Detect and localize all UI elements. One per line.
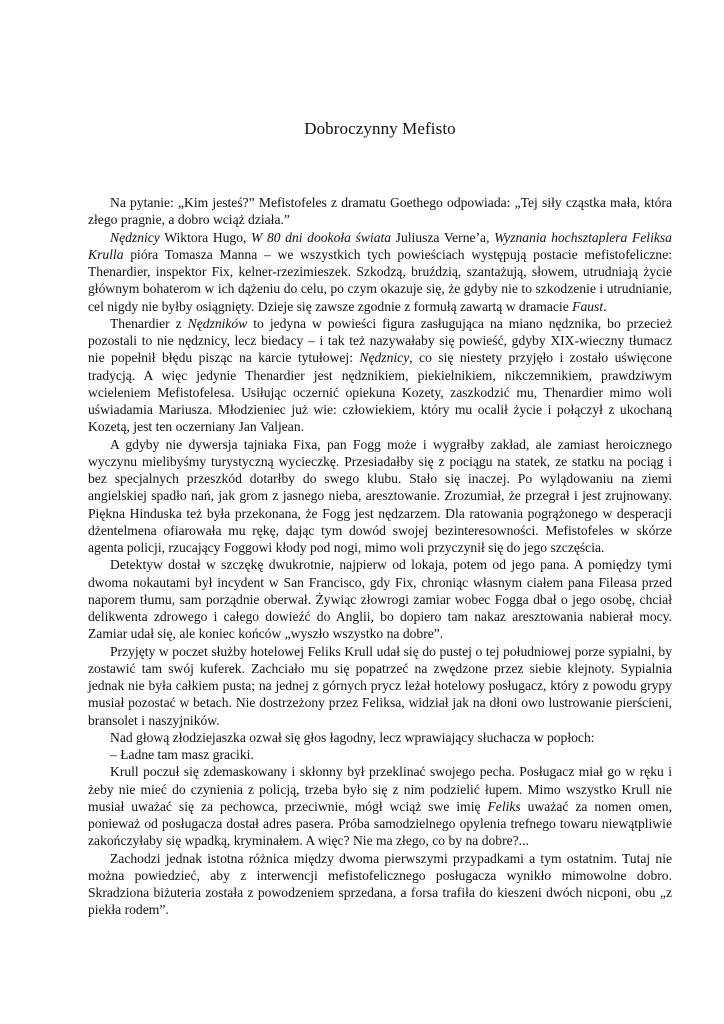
paragraph-text: to jedyna w powieści figura zasługująca na miano nędznika, bo przecież pozostali to nie nędznicy, lecz biedacy – i tak też nazywałaby się powieść, gdyby XIX-wieczny tłumacz nie popełnił błędu pisząc na karcie tytułowej: <box>88 315 672 366</box>
paragraph-text: Przyjęty w poczet służby hotelowej Feliks Krull udał się do pustej o tej południowej porze sypialni, by zostawić tam swój kuferek. Zachciało mu się popatrzeć na zwędzone przez siebie klejnoty. Sypialnia jednak nie była całkiem pusta; na jednej z górnych prycz leżał hotelowy posługacz, który z powodu grypy musiał pozostać w betach. Nie dostrzeżony przez Feliksa, widział jak na dłoni owo lustrowanie pierścieni, bransolet i naszyjników. <box>88 643 672 728</box>
paragraph-text: Zachodzi jednak istotna różnica między dwoma pierwszymi przypadkami a tym ostatnim. Tutaj nie można powiedzieć, aby z interwencji mefistofelicznego posługacza wynikło mimowolne dobro. Skradziona biżuteria została z powodzeniem sprzedana, a forsa trafiła do kieszeni dwóch nicponi, obu „z piekła rodem”. <box>88 850 672 918</box>
paragraph <box>88 729 672 746</box>
paragraph-text: . <box>603 298 607 314</box>
paragraph-text: Na pytanie: „Kim jesteś?” Mefistofeles z dramatu Goethego odpowiada: „Tej siły cząstka mała, która złego pragnie, a dobro wciąż działa.” <box>88 195 672 228</box>
paragraph <box>88 194 672 229</box>
italic-title-text: Nędzników <box>187 315 248 331</box>
paragraph-text: uważać za nomen omen, ponieważ od posługacza dostał adres pasera. Próba samodzielnego opylenia trefnego towaru niewątpliwie zakończyłaby się wpadką, kryminałem. A więc? Nie ma złego, co by na dobre?... <box>88 798 672 849</box>
document-title: Dobroczynny Mefisto <box>304 119 456 138</box>
document-page <box>88 0 672 919</box>
paragraph-text: Nad głową złodziejaszka ozwał się głos łagodny, lecz wprawiający słuchacza w popłoch: <box>110 729 595 745</box>
italic-title-text: Nędznicy <box>359 350 410 366</box>
paragraph-text: Detektyw dostał w szczękę dwukrotnie, najpierw od lokaja, potem od jego pana. A pomiędzy tymi dwoma nokautami był incydent w San Francisco, gdy Fix, chroniąc własnym ciałem pana Fileasa przed naporem tłumu, sam porządnie oberwał. Żywiąc złowrogi zamiar wobec Fogga dbał o jego osobę, chciał delikwenta zdrowego i całego dowieźć do Anglii, bo dopiero tam nakaz aresztowania nabierał mocy. Zamiar udał się, ale koniec końców „wyszło wszystko na dobre”. <box>88 557 672 642</box>
paragraph <box>88 315 672 436</box>
paragraph <box>88 229 672 315</box>
paragraph-text: Wiktora Hugo, <box>159 229 252 245</box>
paragraph <box>88 746 672 763</box>
italic-title-text: Faust <box>572 298 604 314</box>
paragraph <box>88 643 672 729</box>
paragraph-text: – Ładne tam masz graciki. <box>110 747 254 762</box>
italic-title-text: Feliks <box>487 798 521 814</box>
paragraph <box>88 850 672 919</box>
italic-title-text: W 80 dni dookoła świata <box>251 229 392 245</box>
document-body <box>88 194 672 919</box>
paragraph-text: Thenardier z <box>110 315 188 331</box>
italic-title-text: Wyznania hochsztaplera Feliksa Krulla <box>88 229 672 262</box>
italic-title-text: Nędznicy <box>110 229 160 245</box>
paragraph <box>88 763 672 849</box>
paragraph-text: A gdyby nie dywersja tajniaka Fixa, pan Fogg może i wygrałby zakład, ale zamiast heroicznego wyczynu mielibyśmy turystyczną wycieczkę. Przesiadałby się z pociągu na statek, ze statku na pociąg i bez specjalnych przeszkód dotarłby do swego klubu. Stało się inaczej. Po wylądowaniu na ziemi angielskiej spadło nań, jak grom z jasnego nieba, aresztowanie. Zrozumiał, że przegrał i jest zrujnowany. Piękna Hinduska też była przekonana, że Fogg jest nędzarzem. Dla ratowania pogrążonego w desperacji dżentelmena ofiarowała mu rękę, dając tym dowód swojej bezinteresowności. Mefistofeles w skórze agenta policji, rzucający Foggowi kłody pod nogi, mimo woli przyczynił się do jego szczęścia. <box>88 436 672 555</box>
paragraph-text: Juliusza Verne’a, <box>391 229 495 245</box>
paragraph-text: , co się niestety przyjęło i zostało uświęcone tradycją. A więc jedynie Thenardier jest nędznikiem, piekielnikiem, nikczemnikiem, prawdziwym wcieleniem Mefistofelesa. Usiłując oczernić opiekuna Kozety, zaszkodzić mu, Thenardier mimo woli uświadamia Mariusza. Młodzieniec już wie: człowiekiem, który mu ocalił życie i połączył z ukochaną Kozetą, jest ten oczerniany Jan Valjean. <box>88 350 672 435</box>
paragraph <box>88 556 672 642</box>
paragraph <box>88 436 672 557</box>
paragraph-text: Krull poczuł się zdemaskowany i skłonny był przeklinać swojego pecha. Posługacz miał go w ręku i żeby nie mieć do czynienia z policją, trzeba było się z nim podzielić łupem. Mimo wszystko Krull nie musiał uważać się za pechowca, przeciwnie, mógł wciąż swe imię <box>88 764 672 814</box>
paragraph-text: pióra Tomasza Manna – we wszystkich tych powieściach występują postacie mefistofeliczne: Thenardier, inspektor Fix, kelner-rzezimieszek. Szkodzą, bruździą, szantażują, słowem, utrudniają życie głównym bohaterom w ich dążeniu do celu, po czym okazuje się, że gdyby nie to szkodzenie i utrudnianie, cel nigdy nie byłby osiągnięty. Dzieje się zawsze zgodnie z formułą zawartą w dramacie <box>88 246 672 314</box>
